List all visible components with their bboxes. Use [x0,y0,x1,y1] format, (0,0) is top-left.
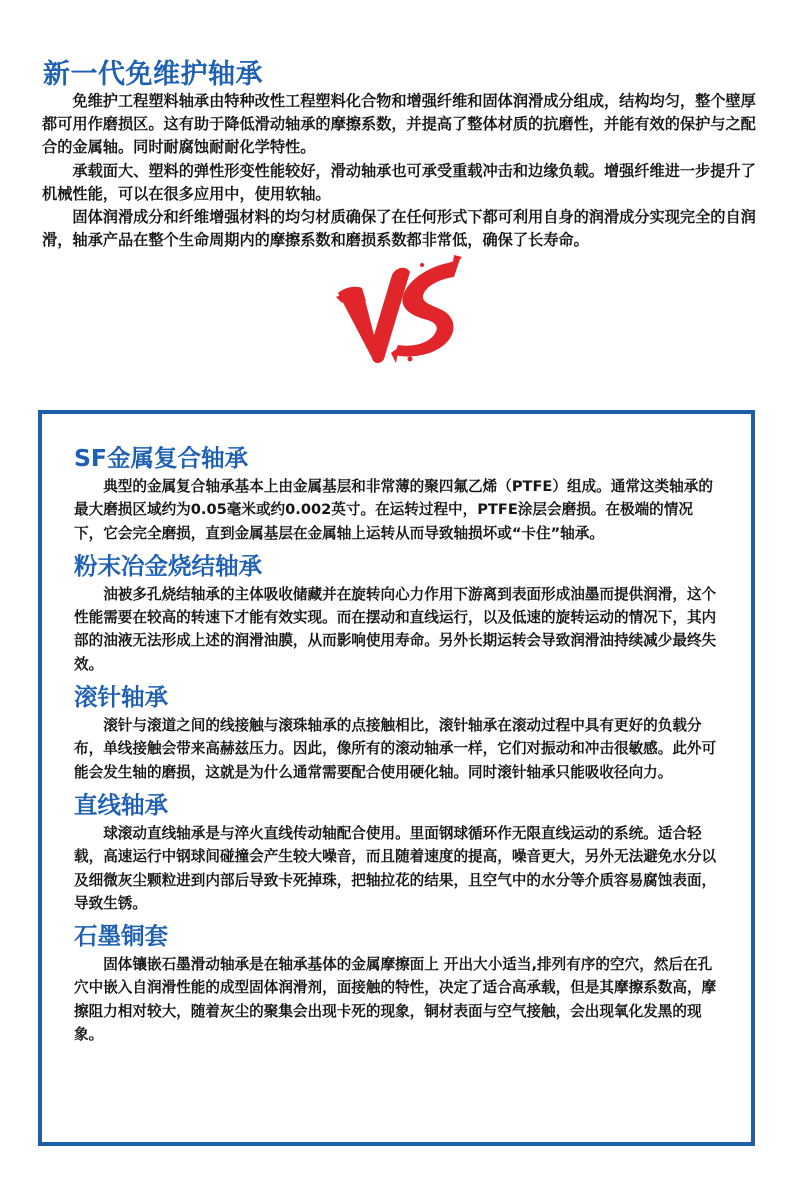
intro-paragraph: 固体润滑成分和纤维增强材料的均匀材质确保了在任何形式下都可利用自身的润滑成分实现完全的自润滑，轴承产品在整个生命周期内的摩擦系数和磨损系数都非常低，确保了长寿命。 [42,208,756,250]
section-title-sf-bearing: SF金属复合轴承 [74,444,248,472]
section-body-sintered-bearing: 油被多孔烧结轴承的主体吸收储藏并在旋转向心力作用下游离到表面形成油墨而提供润滑，这个性能需要在较高的转速下才能有效实现。而在摆动和直线运行，以及低速的旋转运动的情况下，其内部的油液无法形成上述的润滑油膜，从而影响使用寿命。另外长期运转会导致润滑油持续减少最终失效。 [74,585,717,673]
intro-text [42,90,770,252]
intro-paragraph: 承载面大、塑料的弹性形变性能较好，滑动轴承也可承受重载冲击和边缘负载。增强纤维进一步提升了机械性能，可以在很多应用中，使用软轴。 [42,161,756,203]
page-title: 新一代免维护轴承 [43,59,263,90]
section-title-needle-bearing: 滚针轴承 [74,683,168,712]
section-body-linear-bearing: 球滚动直线轴承是与淬火直线传动轴配合使用。里面钢球循环作无限直线运动的系统。适合轻载，高速运行中钢球间碰撞会产生较大噪音，而且随着速度的提高，噪音更大，另外无法避免水分以及细微灰尘颗粒进到内部后导致卡死掉珠，把轴拉花的结果，且空气中的水分等介质容易腐蚀表面，导致生锈。 [74,824,717,912]
comparison-content [74,441,722,1050]
section-title-linear-bearing: 直线轴承 [74,790,168,819]
bottom-margin [0,1176,800,1201]
section-body-sf-bearing: 典型的金属复合轴承基本上由金属基层和非常薄的聚四氟乙烯（PTFE）组成。通常这类轴承的最大磨损区域约为0.05毫米或约0.002英寸。在运转过程中，PTFE涂层会磨损。在极端的情况下，它会完全磨损，直到金属基层在金属轴上运转从而导致轴损坏或“卡住”轴承。 [74,478,713,542]
vs-label: VS [336,255,338,256]
section-body-needle-bearing: 滚针与滚道之间的线接触与滚珠轴承的点接触相比，滚针轴承在滚动过程中具有更好的负载分布，单线接触会带来高赫兹压力。因此，像所有的滚动轴承一样，它们对振动和冲击很敏感。此外可能会发生轴的磨损，这就是为什么通常需要配合使用硬化轴。同时滚针轴承只能吸收径向力。 [74,717,717,781]
vs-graphic [336,255,466,370]
intro-paragraph: 免维护工程塑料轴承由特种改性工程塑料化合物和增强纤维和固体润滑成分组成，结构均匀，整个壁厚都可用作磨损区。这有助于降低滑动轴承的摩擦系数，并提高了整体材质的抗磨性，并能有效的保护与之配合的金属轴。同时耐腐蚀耐耐化学特性。 [42,92,756,157]
section-title-sintered-bearing: 粉末冶金烧结轴承 [74,551,262,580]
section-body-graphite-bushing: 固体镶嵌石墨滑动轴承是在轴承基体的金属摩擦面上 开出大小适当,排列有序的空穴，然后在孔穴中嵌入自润滑性能的成型固体润滑剂，面接触的特性，决定了适合高承载，但是其摩擦系数高，摩擦阻力相对较大，随着灰尘的聚集会出现卡死的现象，铜材表面与空气接触，会出现氧化发黑的现象。 [74,956,717,1044]
section-title-graphite-bushing: 石墨铜套 [74,922,168,951]
comparison-panel [38,410,755,1146]
